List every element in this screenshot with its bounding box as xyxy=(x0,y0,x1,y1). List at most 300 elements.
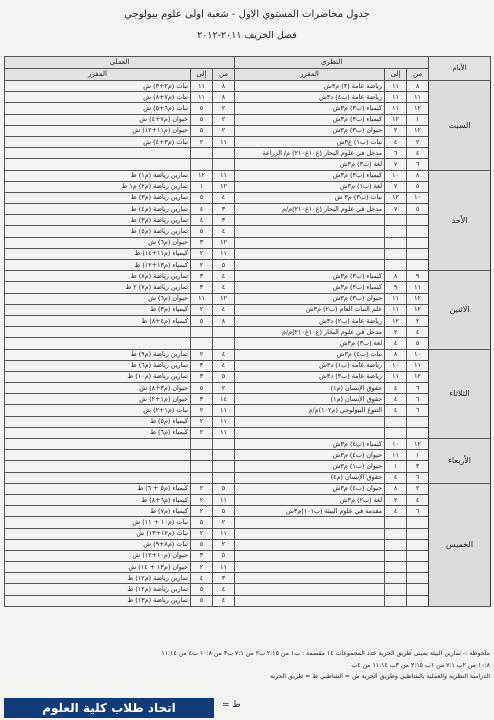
schedule-body xyxy=(5,81,491,607)
practical-from-cell: ١١ xyxy=(213,562,235,573)
practical-course-cell: نبات (م٨+٩) ش xyxy=(5,539,191,550)
practical-to-cell: ٥ xyxy=(191,192,213,203)
practical-to-cell: ٣ xyxy=(191,360,213,371)
theory-course-cell: رياضة عامة (ب٤) د٣ش xyxy=(235,92,385,103)
theory-to-cell xyxy=(385,215,407,226)
theory-from-cell: ١٢ xyxy=(407,439,429,450)
practical-course-cell xyxy=(5,338,191,349)
group-header-practical: العملي xyxy=(5,57,235,69)
theory-from-cell xyxy=(407,539,429,550)
theory-course-cell: حيوان (ب٣) م٣ش xyxy=(235,293,385,304)
theory-course-cell: حيوان (ب١) م٣ش xyxy=(235,461,385,472)
practical-to-cell: ٤ xyxy=(191,215,213,226)
theory-course-cell: حقوق الإنسان (م٤) xyxy=(235,472,385,483)
col-header-day: الأيام xyxy=(429,57,491,81)
practical-to-cell: ٥ xyxy=(191,315,213,326)
practical-to-cell: ٢ xyxy=(191,416,213,427)
practical-course-cell: حيوان (م٧+٤) ش xyxy=(5,114,191,125)
practical-course-cell: نبات (م١٢+١٣) ش xyxy=(5,528,191,539)
theory-course-cell xyxy=(235,573,385,584)
practical-course-cell: تمارين رياضة (م١٠) ط xyxy=(5,371,191,382)
table-row xyxy=(5,125,491,136)
theory-course-cell: نبات (ب٤) م٣ش xyxy=(235,349,385,360)
practical-course-cell: تمارين رياضة (م٩) ط xyxy=(5,349,191,360)
theory-course-cell: حيوان (ب٣) م٣ش xyxy=(235,125,385,136)
table-row xyxy=(5,159,491,170)
practical-to-cell: ٢ xyxy=(191,349,213,360)
col-header-course: المقرر xyxy=(5,69,191,81)
theory-course-cell xyxy=(235,215,385,226)
practical-course-cell: نبات (م٦+٥) ش xyxy=(5,103,191,114)
theory-course-cell: لغة (ب٢) م٣ش xyxy=(235,494,385,505)
theory-from-cell: ٢ xyxy=(407,315,429,326)
practical-course-cell: تمارين رياضة (م٥) ط xyxy=(5,226,191,237)
theory-course-cell xyxy=(235,595,385,606)
col-header-to: إلى xyxy=(191,69,213,81)
theory-to-cell: ١٢ xyxy=(385,114,407,125)
theory-from-cell xyxy=(407,215,429,226)
practical-from-cell xyxy=(213,450,235,461)
col-header-from: من xyxy=(407,69,429,81)
theory-course-cell xyxy=(235,539,385,550)
practical-from-cell xyxy=(213,338,235,349)
table-row xyxy=(5,237,491,248)
practical-course-cell: كيمياء (م٥ + ٦) ط xyxy=(5,483,191,494)
theory-to-cell xyxy=(385,528,407,539)
theory-course-cell: رياضة عامة (ب٣) د٣ش xyxy=(235,371,385,382)
practical-course-cell: تمارين رياضة (م٦) ط xyxy=(5,360,191,371)
practical-course-cell xyxy=(5,148,191,159)
practical-from-cell: ٤ xyxy=(213,271,235,282)
table-row xyxy=(5,170,491,181)
table-row xyxy=(5,461,491,472)
theory-to-cell xyxy=(385,562,407,573)
table-row xyxy=(5,148,491,159)
practical-from-cell: ٥ xyxy=(213,483,235,494)
practical-from-cell: ٤ xyxy=(213,595,235,606)
table-row xyxy=(5,114,491,125)
theory-from-cell: ٤ xyxy=(407,148,429,159)
practical-course-cell: تمارين رياضة (م٢) م١ ط xyxy=(5,181,191,192)
theory-course-cell: رياضة عامة (ب٢) د٣ش xyxy=(235,315,385,326)
theory-course-cell: علم النبات العام (ب٢) م٣ش xyxy=(235,304,385,315)
theory-from-cell: ١٢ xyxy=(407,103,429,114)
practical-course-cell: كيمياء (م٥) ط xyxy=(5,416,191,427)
theory-course-cell: حيوان (ب٤) م٣ش xyxy=(235,483,385,494)
practical-from-cell xyxy=(213,148,235,159)
practical-course-cell xyxy=(5,472,191,483)
theory-from-cell xyxy=(407,248,429,259)
theory-from-cell: ٦ xyxy=(407,506,429,517)
theory-from-cell xyxy=(407,528,429,539)
theory-to-cell: ١١ xyxy=(385,293,407,304)
practical-to-cell: ١١ xyxy=(191,92,213,103)
practical-course-cell: كيمياء (م٦+٨) ط xyxy=(5,494,191,505)
practical-to-cell xyxy=(191,439,213,450)
theory-from-cell: ٦ xyxy=(407,405,429,416)
practical-course-cell: تمارين رياضة (م٣) ط xyxy=(5,215,191,226)
theory-from-cell: ٤ xyxy=(407,327,429,338)
footer-legend: الدراسة النظرية والعملية بالشاطبي وطريق الحرية ش = الشاطبي ط = طريق الحرية xyxy=(269,673,490,680)
theory-course-cell xyxy=(235,416,385,427)
practical-to-cell: ٥ xyxy=(191,584,213,595)
theory-course-cell: لغة (ب٣) م٣ش xyxy=(235,159,385,170)
practical-course-cell: حيوان (م٣+٨) ش xyxy=(5,383,191,394)
day-cell: الأحد xyxy=(429,170,491,271)
practical-from-cell: ٣ xyxy=(213,215,235,226)
day-cell: السبت xyxy=(429,81,491,171)
table-row xyxy=(5,427,491,438)
theory-from-cell xyxy=(407,562,429,573)
practical-to-cell: ١١ xyxy=(191,81,213,92)
table-row xyxy=(5,439,491,450)
practical-to-cell xyxy=(191,159,213,170)
theory-from-cell: ١ xyxy=(407,114,429,125)
practical-course-cell xyxy=(5,159,191,170)
practical-to-cell: ٣ xyxy=(191,371,213,382)
practical-course-cell xyxy=(5,327,191,338)
theory-course-cell: مقدمة في علوم البيئة (ب١٠١)م٣ش xyxy=(235,506,385,517)
theory-to-cell: ١٢ xyxy=(385,315,407,326)
theory-course-cell: مدخل في علوم البحار (ع١٠ع٢١٠)م/م xyxy=(235,327,385,338)
practical-from-cell: ٤ xyxy=(213,584,235,595)
theory-to-cell: ٤ xyxy=(385,394,407,405)
practical-from-cell: ٤ xyxy=(213,282,235,293)
theory-to-cell: ٤ xyxy=(385,506,407,517)
practical-to-cell: ٥ xyxy=(191,595,213,606)
practical-from-cell: ٢ xyxy=(213,103,235,114)
theory-to-cell: ١ xyxy=(385,461,407,472)
theory-course-cell: حيوان (ب٤) م٣ش xyxy=(235,450,385,461)
practical-from-cell: ٤ xyxy=(213,226,235,237)
table-row xyxy=(5,103,491,114)
practical-course-cell: تمارين رياضة (م١٣) ط xyxy=(5,595,191,606)
table-row xyxy=(5,181,491,192)
practical-course-cell: تمارين رياضة (م٧) ٢ ط xyxy=(5,282,191,293)
table-row xyxy=(5,293,491,304)
theory-course-cell: التنوع البيولوجي (م١٠٢)م/م xyxy=(235,405,385,416)
theory-from-cell: ١ xyxy=(407,450,429,461)
theory-course-cell: رياضة عامة (٣) م٣ش xyxy=(235,81,385,92)
practical-from-cell: ٤ xyxy=(213,304,235,315)
theory-from-cell: ٦ xyxy=(407,394,429,405)
theory-from-cell: ١٢ xyxy=(407,304,429,315)
theory-course-cell xyxy=(235,427,385,438)
practical-from-cell: ١١ xyxy=(213,528,235,539)
theory-to-cell: ٢ xyxy=(385,494,407,505)
theory-to-cell xyxy=(385,517,407,528)
page-subtitle: فصل الخريف ٢٠١١-٢٠١٢ xyxy=(197,30,297,41)
table-row xyxy=(5,472,491,483)
day-cell: الأربعاء xyxy=(429,439,491,484)
table-row xyxy=(5,92,491,103)
theory-to-cell: ٦ xyxy=(385,148,407,159)
practical-to-cell: ٢ xyxy=(191,136,213,147)
practical-course-cell: تمارين رياضة (م١٢) ط xyxy=(5,573,191,584)
practical-from-cell: ٥ xyxy=(213,550,235,561)
table-row xyxy=(5,248,491,259)
theory-to-cell xyxy=(385,260,407,271)
theory-course-cell: كيمياء (ب٣) م٣ش xyxy=(235,103,385,114)
table-row xyxy=(5,517,491,528)
practical-course-cell: نبات (م٧+٨) ش xyxy=(5,92,191,103)
practical-course-cell: حيوان (م١٠+١٢) ش xyxy=(5,550,191,561)
table-row xyxy=(5,304,491,315)
group-header-theory: النظري xyxy=(235,57,429,69)
theory-course-cell xyxy=(235,517,385,528)
theory-to-cell: ١١ xyxy=(385,304,407,315)
practical-to-cell: ١ xyxy=(191,181,213,192)
practical-to-cell: ٥ xyxy=(191,517,213,528)
theory-from-cell: ٥ xyxy=(407,338,429,349)
table-row xyxy=(5,483,491,494)
theory-course-cell xyxy=(235,237,385,248)
theory-from-cell: ٦ xyxy=(407,383,429,394)
practical-from-cell: ١١ xyxy=(213,494,235,505)
theory-to-cell xyxy=(385,584,407,595)
practical-from-cell: ١٢ xyxy=(213,181,235,192)
practical-from-cell: ٤ xyxy=(213,192,235,203)
practical-to-cell: ٣ xyxy=(191,550,213,561)
table-row xyxy=(5,192,491,203)
practical-from-cell: ٥ xyxy=(213,371,235,382)
table-row xyxy=(5,371,491,382)
practical-from-cell: ٢ xyxy=(213,114,235,125)
schedule-table xyxy=(4,56,491,607)
theory-to-cell: ٢ xyxy=(385,327,407,338)
theory-course-cell: نبات (ب١) ع٣ش xyxy=(235,136,385,147)
practical-from-cell xyxy=(213,439,235,450)
practical-to-cell: ١١ xyxy=(191,293,213,304)
theory-to-cell: ١١ xyxy=(385,450,407,461)
practical-course-cell: نبات (م٣+٤) ش xyxy=(5,136,191,147)
table-row xyxy=(5,506,491,517)
practical-from-cell: ٢ xyxy=(213,383,235,394)
table-row xyxy=(5,573,491,584)
table-row xyxy=(5,215,491,226)
theory-course-cell: مدخل في علوم البحار (ع١٠ع٢١٠)م/م xyxy=(235,204,385,215)
practical-from-cell: ١٢ xyxy=(213,237,235,248)
practical-from-cell: ٣ xyxy=(213,204,235,215)
theory-from-cell: ٥ xyxy=(407,204,429,215)
day-cell: الخميس xyxy=(429,483,491,606)
practical-to-cell: ٤ xyxy=(191,573,213,584)
theory-to-cell xyxy=(385,248,407,259)
table-row xyxy=(5,271,491,282)
table-row xyxy=(5,260,491,271)
table-row xyxy=(5,450,491,461)
theory-from-cell xyxy=(407,416,429,427)
header-row-columns xyxy=(5,69,491,81)
practical-to-cell xyxy=(191,338,213,349)
theory-to-cell xyxy=(385,595,407,606)
practical-course-cell: حيوان (م١+٢) ش xyxy=(5,394,191,405)
practical-to-cell: ٣ xyxy=(191,394,213,405)
practical-to-cell: ١٢ xyxy=(191,170,213,181)
theory-to-cell: ٧ xyxy=(385,204,407,215)
practical-from-cell: ٥ xyxy=(213,260,235,271)
theory-to-cell: ١٠ xyxy=(385,170,407,181)
theory-from-cell xyxy=(407,595,429,606)
practical-to-cell: ٢ xyxy=(191,248,213,259)
practical-course-cell: حيوان (م٦) ش xyxy=(5,237,191,248)
table-row xyxy=(5,327,491,338)
theory-from-cell: ١١ xyxy=(407,92,429,103)
theory-course-cell: كيمياء (ب٤) م٣ش xyxy=(235,439,385,450)
practical-from-cell: ٢ xyxy=(213,517,235,528)
practical-from-cell: ٥ xyxy=(213,506,235,517)
theory-to-cell: ٧ xyxy=(385,181,407,192)
theory-from-cell: ٨ xyxy=(407,170,429,181)
table-row xyxy=(5,360,491,371)
theory-to-cell: ٧ xyxy=(385,159,407,170)
table-row xyxy=(5,584,491,595)
theory-to-cell: ٨ xyxy=(385,271,407,282)
practical-to-cell: ٢ xyxy=(191,405,213,416)
practical-to-cell: ٥ xyxy=(191,539,213,550)
day-cell: الثلاثاء xyxy=(429,349,491,439)
table-row xyxy=(5,416,491,427)
theory-from-cell: ٤ xyxy=(407,494,429,505)
footer-times: ١٠:٨ من ٢ب ٧:١ من ١ب ٢:١٥ من ٣ب ١١:١٤ من ٤ب xyxy=(351,662,490,669)
theory-to-cell: ١١ xyxy=(385,103,407,114)
theory-course-cell: لغة (ب١) م٣ش xyxy=(235,181,385,192)
theory-to-cell: ١٠ xyxy=(385,360,407,371)
theory-course-cell xyxy=(235,248,385,259)
theory-from-cell xyxy=(407,584,429,595)
practical-to-cell: ٣ xyxy=(191,271,213,282)
practical-from-cell xyxy=(213,327,235,338)
theory-to-cell xyxy=(385,237,407,248)
practical-from-cell: ٨ xyxy=(213,92,235,103)
theory-to-cell: ٤ xyxy=(385,472,407,483)
theory-from-cell xyxy=(407,427,429,438)
practical-to-cell xyxy=(191,461,213,472)
practical-course-cell: كيمياء (م٣) ط xyxy=(5,304,191,315)
theory-from-cell xyxy=(407,226,429,237)
theory-from-cell: ٢ xyxy=(407,483,429,494)
practical-from-cell: ١١ xyxy=(213,248,235,259)
theory-course-cell: كيمياء (ب٣) م٣ش xyxy=(235,170,385,181)
practical-from-cell: ١١ xyxy=(213,405,235,416)
theory-to-cell: ١٢ xyxy=(385,192,407,203)
theory-course-cell xyxy=(235,528,385,539)
practical-course-cell: كيمياء (م١١+١٤) ط xyxy=(5,248,191,259)
theory-course-cell: مدخل في علوم البحار (ع١٠ع٢١٠) م/ الزراعة xyxy=(235,148,385,159)
theory-from-cell: ١٠ xyxy=(407,349,429,360)
practical-course-cell: كيمياء (م٧) ط xyxy=(5,506,191,517)
practical-from-cell: ١١ xyxy=(213,416,235,427)
table-row xyxy=(5,226,491,237)
theory-to-cell: ٤ xyxy=(385,136,407,147)
theory-to-cell xyxy=(385,427,407,438)
theory-to-cell xyxy=(385,550,407,561)
table-row xyxy=(5,550,491,561)
theory-from-cell: ٨ xyxy=(407,81,429,92)
practical-to-cell: ٢ xyxy=(191,427,213,438)
theory-from-cell xyxy=(407,517,429,528)
practical-to-cell: ٥ xyxy=(191,103,213,114)
practical-from-cell: ٢ xyxy=(213,125,235,136)
practical-course-cell: نبات (م٢+٣) ش xyxy=(5,81,191,92)
practical-to-cell: ٣ xyxy=(191,237,213,248)
theory-from-cell: ١١ xyxy=(407,282,429,293)
theory-from-cell xyxy=(407,237,429,248)
theory-course-cell: حقوق الإنسان (م١) xyxy=(235,383,385,394)
practical-to-cell: ٢ xyxy=(191,260,213,271)
theory-course-cell: كيمياء (ب٣) م٣ش xyxy=(235,271,385,282)
table-row xyxy=(5,528,491,539)
theory-course-cell: حقوق الإنسان (م١) xyxy=(235,394,385,405)
theory-course-cell: رياضة عامة (ب١) د٣ش xyxy=(235,360,385,371)
theory-to-cell xyxy=(385,416,407,427)
theory-to-cell xyxy=(385,539,407,550)
practical-to-cell: ٢ xyxy=(191,483,213,494)
theory-to-cell: ٨ xyxy=(385,483,407,494)
practical-from-cell: ٣ xyxy=(213,573,235,584)
table-row xyxy=(5,81,491,92)
theory-to-cell: ٤ xyxy=(385,405,407,416)
theory-to-cell: ٩ xyxy=(385,282,407,293)
theory-to-cell: ٢ xyxy=(385,125,407,136)
theory-from-cell xyxy=(407,260,429,271)
table-row xyxy=(5,338,491,349)
practical-course-cell: تمارين رياضة (م٨) ط xyxy=(5,271,191,282)
practical-course-cell: نبات (م١+٢) ش xyxy=(5,405,191,416)
practical-from-cell xyxy=(213,159,235,170)
theory-to-cell xyxy=(385,226,407,237)
practical-to-cell: ٢ xyxy=(191,304,213,315)
header-row-groups xyxy=(5,57,491,69)
theory-to-cell: ٨ xyxy=(385,349,407,360)
theory-course-cell xyxy=(235,260,385,271)
practical-to-cell: ٢ xyxy=(191,528,213,539)
col-header-course: المقرر xyxy=(235,69,385,81)
practical-course-cell: كيمياء (م٦) ط xyxy=(5,427,191,438)
theory-from-cell: ٣ xyxy=(407,461,429,472)
table-row xyxy=(5,539,491,550)
theory-course-cell: نبات (ب٣) م٣ ش xyxy=(235,192,385,203)
practical-course-cell: كيمياء (م٤+٨) ط xyxy=(5,315,191,326)
practical-to-cell: ٥ xyxy=(191,114,213,125)
page-title: جدول محاضرات المستوي الاول - شعبة اولى علوم بيولوجي xyxy=(124,9,370,20)
practical-course-cell: تمارين رياضة (م٣) ط xyxy=(5,192,191,203)
practical-course-cell xyxy=(5,439,191,450)
practical-to-cell: ٤ xyxy=(191,204,213,215)
theory-to-cell: ١٠ xyxy=(385,439,407,450)
practical-to-cell: ٥ xyxy=(191,226,213,237)
theory-to-cell: ٤ xyxy=(385,383,407,394)
col-header-from: من xyxy=(213,69,235,81)
theory-to-cell: ١١ xyxy=(385,92,407,103)
theory-course-cell xyxy=(235,562,385,573)
footer-note: ملحوظة :- تمارين البيئة بمبنى طريق الحرية عدد المجموعات ١٤ مقسمة : ب١ من ٢:١٥ ب٢ من ٧:١ ب٣ من ١٠:٨ ب٤ من ١١:١٤ xyxy=(161,650,490,657)
practical-to-cell xyxy=(191,327,213,338)
practical-course-cell: تمارين رياضة (م١) ط xyxy=(5,170,191,181)
theory-course-cell: كيمياء (ب٣) م٣ش xyxy=(235,282,385,293)
practical-from-cell: ٨ xyxy=(213,81,235,92)
theory-course-cell: كيمياء (ب٣) م٣ش xyxy=(235,114,385,125)
theory-from-cell: ٦ xyxy=(407,472,429,483)
theory-from-cell: ٥ xyxy=(407,181,429,192)
practical-from-cell: ١١ xyxy=(213,136,235,147)
practical-course-cell: حيوان (م١٣ + ١٤) ش xyxy=(5,562,191,573)
practical-to-cell: ٢ xyxy=(191,562,213,573)
day-cell: الاثنين xyxy=(429,271,491,349)
practical-course-cell: كيمياء (م١٣+١٢) ط xyxy=(5,260,191,271)
practical-to-cell: ٣ xyxy=(191,282,213,293)
theory-to-cell: ١١ xyxy=(385,81,407,92)
